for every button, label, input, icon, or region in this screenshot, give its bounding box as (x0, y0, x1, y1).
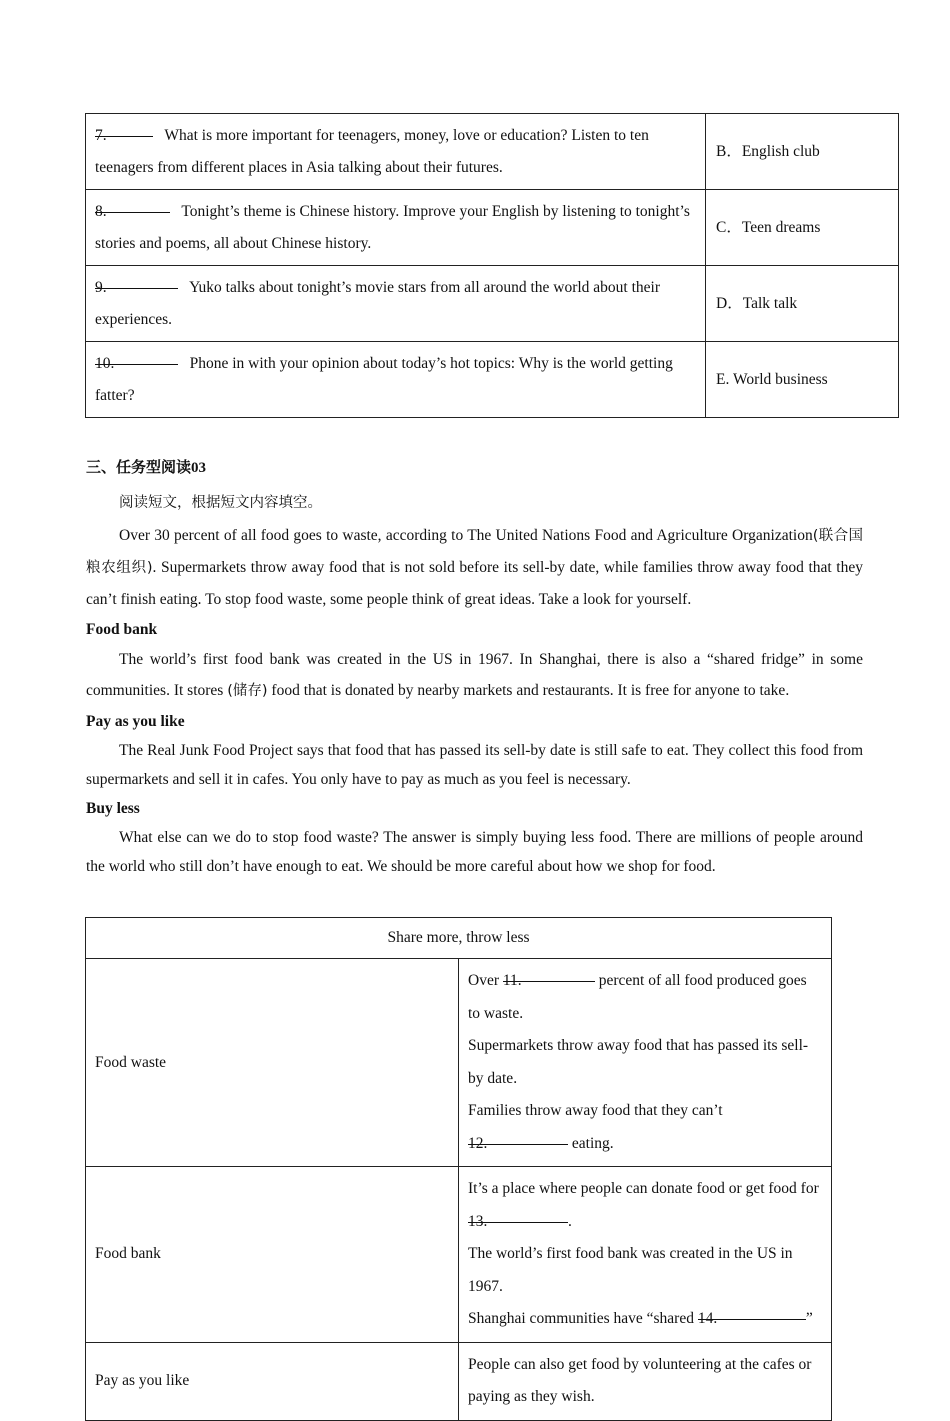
answer-blank-11[interactable]: 11. (503, 965, 595, 982)
intro-paragraph: Over 30 percent of all food goes to waste, according to The United Nations Food and Agriculture Organization(联合国粮农组织). Supermarkets throw away food that is not sold before its sell-by date, while families throw away food that they can’t finish eating. To stop food waste, some people think of great ideas. Take a look for yourself. (86, 527, 863, 608)
heading-buy-less: Buy less (86, 800, 140, 817)
table-row (86, 342, 899, 418)
question-cell (86, 190, 706, 266)
question-text: Yuko talks about tonight’s movie stars from all around the world about their experiences. (95, 278, 661, 328)
table-row (86, 266, 899, 342)
row-content (459, 1167, 832, 1343)
question-text: Phone in with your opinion about today’s hot topics: Why is the world getting fatter? (95, 354, 673, 404)
food-bank-paragraph: The world’s first food bank was created in the US in 1967. In Shanghai, there is also a “shared fridge” in some communities. It stores (储存) food that is donated by nearby markets and restaurants. It is free for anyone to take. (86, 651, 863, 699)
answer-blank-13[interactable]: 13. (468, 1206, 568, 1223)
row-label: Food bank (86, 1167, 459, 1343)
content-line: Families throw away food that they can’t 12. eating. (468, 1102, 723, 1152)
table-row (86, 1167, 832, 1343)
option-cell: B．English club (706, 114, 899, 190)
content-line: Shanghai communities have “shared 14. ” (468, 1303, 822, 1336)
answer-blank-8[interactable]: 8. (95, 196, 170, 213)
table-header-row (86, 918, 832, 959)
answer-blank-10[interactable]: 10. (95, 348, 178, 365)
instruction: 阅读短文，根据短文内容填空。 (119, 495, 322, 511)
section-title: 三、任务型阅读03 (86, 458, 207, 476)
table-row (86, 114, 899, 190)
row-content (459, 959, 832, 1167)
table-row (86, 959, 832, 1167)
question-cell (86, 114, 706, 190)
option-cell: C．Teen dreams (706, 190, 899, 266)
row-label: Pay as you like (86, 1342, 459, 1420)
content-line: It’s a place where people can donate food or get food for 13. . (468, 1180, 819, 1230)
table-row (86, 190, 899, 266)
question-text: Tonight’s theme is Chinese history. Improve your English by listening to tonight’s stories and poems, all about Chinese history. (95, 202, 690, 252)
row-content: People can also get food by volunteering at the cafes or paying as they wish. (459, 1342, 832, 1420)
question-cell (86, 266, 706, 342)
answer-blank-14[interactable]: 14. (698, 1303, 806, 1320)
heading-food-bank: Food bank (86, 621, 158, 638)
pay-as-you-like-paragraph: The Real Junk Food Project says that food that has passed its sell-by date is still safe to eat. They collect this food from supermarkets and sell it in cafes. You only have to pay as much as you feel is necessary. (86, 742, 863, 788)
content-line: The world’s first food bank was created in the US in 1967. (468, 1245, 793, 1295)
question-cell (86, 342, 706, 418)
reading-passage (86, 487, 863, 881)
answer-blank-12[interactable]: 12. (468, 1128, 568, 1145)
question-text: What is more important for teenagers, money, love or education? Listen to ten teenagers from different places in Asia talking about their futures. (95, 126, 649, 176)
matching-table (85, 113, 899, 418)
heading-pay-as-you-like: Pay as you like (86, 713, 185, 730)
option-cell: D．Talk talk (706, 266, 899, 342)
table-title: Share more, throw less (86, 918, 832, 959)
buy-less-paragraph: What else can we do to stop food waste? The answer is simply buying less food. There are millions of people around the world who still don’t have enough to eat. We should be more careful about how we shop for food. (86, 829, 863, 875)
option-cell: E. World business (706, 342, 899, 418)
content-line: Over 11. percent of all food produced goes to waste. (468, 965, 822, 1030)
table-row (86, 1342, 832, 1420)
content-line: Supermarkets throw away food that has passed its sell-by date. (468, 1037, 809, 1087)
answer-blank-7[interactable]: 7. (95, 120, 153, 137)
row-label: Food waste (86, 959, 459, 1167)
summary-table (85, 917, 832, 1421)
answer-blank-9[interactable]: 9. (95, 272, 178, 289)
